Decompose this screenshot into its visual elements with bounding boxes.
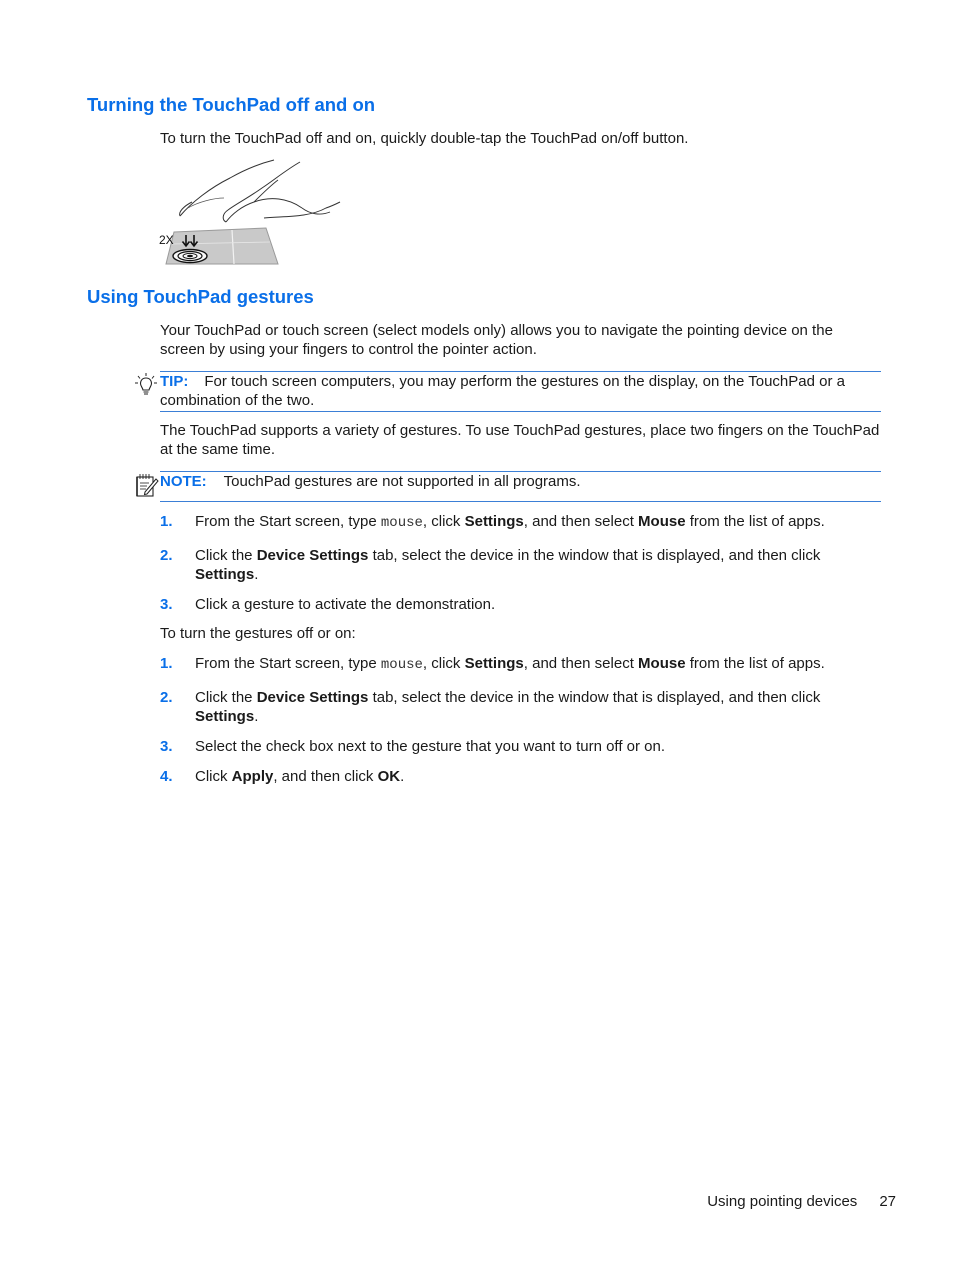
- note-label: NOTE:: [160, 473, 207, 490]
- tip-label: TIP:: [160, 373, 189, 390]
- page-number: 27: [879, 1193, 896, 1210]
- step-number: 1.: [160, 513, 173, 530]
- code-mouse: mouse: [380, 515, 423, 531]
- section-heading-touchpad-off-on: Turning the TouchPad off and on: [87, 94, 376, 115]
- touchpad-double-tap-illustration: [158, 158, 344, 268]
- step-number: 4.: [160, 768, 173, 785]
- toggle-gestures-intro: To turn the gestures off or on:: [160, 625, 356, 642]
- tip-box: [160, 371, 881, 412]
- note-content: [160, 472, 881, 491]
- list-item: 2. Click the Device Settings tab, select the device in the window that is displayed, and then click Settings.: [160, 547, 821, 583]
- step-number: 2.: [160, 547, 173, 564]
- step-number: 1.: [160, 655, 173, 672]
- list-item: 4. Click Apply, and then click OK.: [160, 768, 405, 785]
- list-item: 3. Select the check box next to the gesture that you want to turn off or on.: [160, 738, 666, 755]
- list-item: 1. From the Start screen, type mouse, click Settings, and then select Mouse from the list of apps.: [160, 655, 825, 673]
- list-item: 1. From the Start screen, type mouse, click Settings, and then select Mouse from the list of apps.: [160, 513, 825, 531]
- step-number: 3.: [160, 738, 173, 755]
- step-number: 2.: [160, 689, 173, 706]
- list-item: 3. Click a gesture to activate the demonstration.: [160, 596, 496, 613]
- code-mouse: mouse: [380, 657, 423, 673]
- footer-section-title: Using pointing devices: [707, 1193, 858, 1210]
- page-footer: [707, 1192, 896, 1211]
- note-box: [160, 471, 881, 502]
- gestures-intro-text: Your TouchPad or touch screen (select models only) allows you to navigate the pointing device on the screen by using your fingers to control the pointer action.: [160, 322, 833, 358]
- section-intro-text: To turn the TouchPad off and on, quickly double-tap the TouchPad on/off button.: [160, 130, 689, 147]
- gesture-demo-steps: [160, 512, 882, 614]
- note-pad-icon: [135, 473, 159, 499]
- double-tap-label: 2X: [159, 233, 174, 247]
- tip-text: For touch screen computers, you may perform the gestures on the display, on the TouchPad or a combination of the two.: [160, 373, 845, 409]
- section-heading-touchpad-gestures: Using TouchPad gestures: [87, 286, 314, 307]
- touchpad-figure-svg: [158, 158, 344, 268]
- note-text: TouchPad gestures are not supported in all programs.: [223, 473, 581, 490]
- list-item: 2. Click the Device Settings tab, select the device in the window that is displayed, and then click Settings.: [160, 689, 821, 725]
- gestures-support-text: The TouchPad supports a variety of gestures. To use TouchPad gestures, place two fingers on the TouchPad at the same time.: [160, 422, 880, 458]
- tip-content: [160, 372, 881, 410]
- lightbulb-icon: [135, 372, 157, 398]
- step-number: 3.: [160, 596, 173, 613]
- toggle-gesture-steps: [160, 654, 882, 786]
